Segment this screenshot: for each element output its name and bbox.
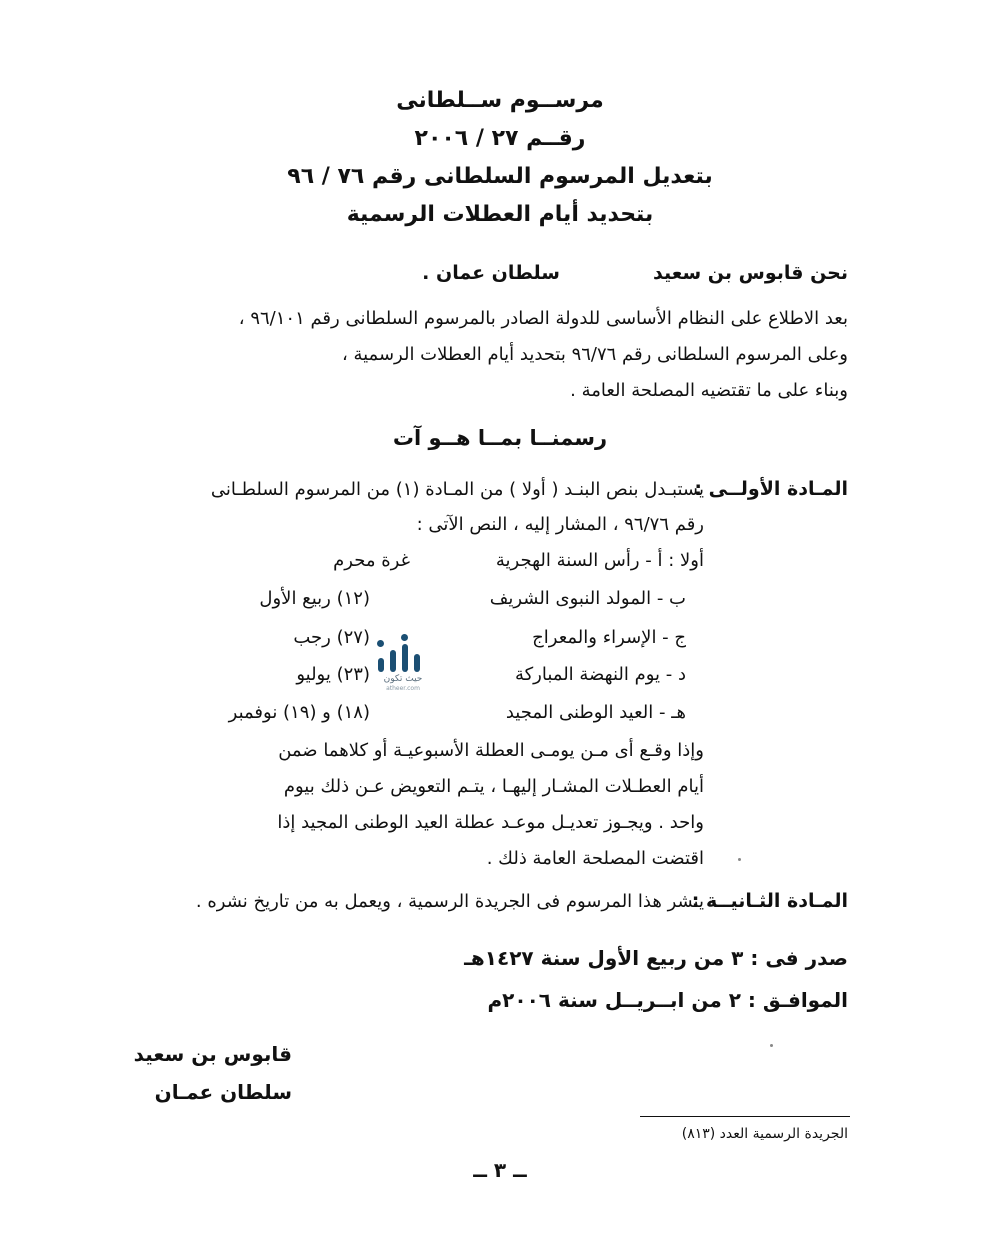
- holiday-date-prophet-birthday: (١٢) ربيع الأول: [259, 588, 370, 609]
- scan-speck: [770, 1044, 773, 1047]
- article-1-label: المـادة الأولــى :: [694, 478, 848, 500]
- issued-hijri-date: صدر فى : ٣ من ربيع الأول سنة ١٤٢٧هـ: [464, 946, 848, 970]
- preamble-para-3: وبناء على ما تقتضيه المصلحة العامة .: [570, 380, 848, 401]
- holiday-date-renaissance-day: (٢٣) يوليو: [296, 664, 370, 685]
- article-1-para-line1: وإذا وقـع أى مـن يومـى العطلة الأسبوعيـة أو كلاهما ضمن: [278, 740, 704, 761]
- decree-number: رقــم ٢٧ / ٢٠٠٦: [414, 126, 586, 151]
- issued-gregorian-date: الموافـق : ٢ من ابــريــل سنة ٢٠٠٦م: [487, 988, 848, 1012]
- holiday-date-hijri-new-year: غرة محرم: [333, 550, 410, 571]
- watermark-logo: [372, 640, 434, 690]
- watermark-domain: atheer.com: [386, 685, 420, 692]
- holiday-label-hijri-new-year: أولا : أ - رأس السنة الهجرية: [495, 550, 704, 571]
- article-2-text: ينشر هذا المرسوم فى الجريدة الرسمية ، ويعمل به من تاريخ نشره .: [195, 891, 704, 912]
- decree-title: مرســوم ســلطانى: [396, 88, 604, 113]
- page-number: ــ ٣ ــ: [473, 1158, 527, 1182]
- preamble-we-name: نحن قابوس بن سعيد: [653, 262, 848, 284]
- footnote-gazette-issue: الجريدة الرسمية العدد (٨١٣): [681, 1126, 848, 1142]
- article-1-para-line2: أيام العطـلات المشـار إليهـا ، يتـم التعويض عـن ذلك بيوم: [283, 776, 704, 797]
- preamble-we-title: سلطان عمان .: [422, 262, 560, 284]
- preamble-para-1: بعد الاطلاع على النظام الأساسى للدولة الصادر بالمرسوم السلطانى رقم ٩٦/١٠١ ،: [238, 308, 848, 329]
- article-1-para-line4: اقتضت المصلحة العامة ذلك .: [486, 848, 704, 869]
- preamble-para-2: وعلى المرسوم السلطانى رقم ٩٦/٧٦ بتحديد أيام العطلات الرسمية ،: [341, 344, 848, 365]
- holiday-label-isra-miraj: ج - الإسراء والمعراج: [532, 627, 686, 648]
- watermark-brand: حيث تكون: [383, 674, 423, 684]
- scan-speck: [738, 858, 741, 861]
- decree-statement: رسمنــا بمــا هــو آت: [392, 426, 608, 450]
- decree-subject-line1: بتعديل المرسوم السلطانى رقم ٧٦ / ٩٦: [287, 164, 713, 189]
- article-1-text-line2: رقم ٩٦/٧٦ ، المشار إليه ، النص الآتى :: [416, 514, 704, 535]
- footnote-divider: [640, 1116, 850, 1117]
- decree-subject-line2: بتحديد أيام العطلات الرسمية: [346, 202, 654, 227]
- article-1-para-line3: واحد . ويجـوز تعديـل موعـد عطلة العيد الوطنى المجيد إذا: [277, 812, 704, 833]
- holiday-date-isra-miraj: (٢٧) رجب: [293, 627, 370, 648]
- holiday-label-renaissance-day: د - يوم النهضة المباركة: [514, 664, 686, 685]
- article-2-label: المـادة الثـانيــة :: [691, 890, 848, 912]
- signature-name: قابوس بن سعيد: [133, 1042, 292, 1066]
- holiday-date-national-day: (١٨) و (١٩) نوفمبر: [228, 702, 370, 723]
- article-1-text-line1: يستبـدل بنص البنـد ( أولا ) من المـادة (١) من المرسوم السلطـانى: [210, 479, 704, 500]
- signature-title: سلطان عمـان: [154, 1080, 292, 1104]
- watermark-bars-icon: [372, 640, 434, 672]
- holiday-label-prophet-birthday: ب - المولد النبوى الشريف: [489, 588, 686, 609]
- holiday-label-national-day: هـ - العيد الوطنى المجيد: [505, 702, 686, 723]
